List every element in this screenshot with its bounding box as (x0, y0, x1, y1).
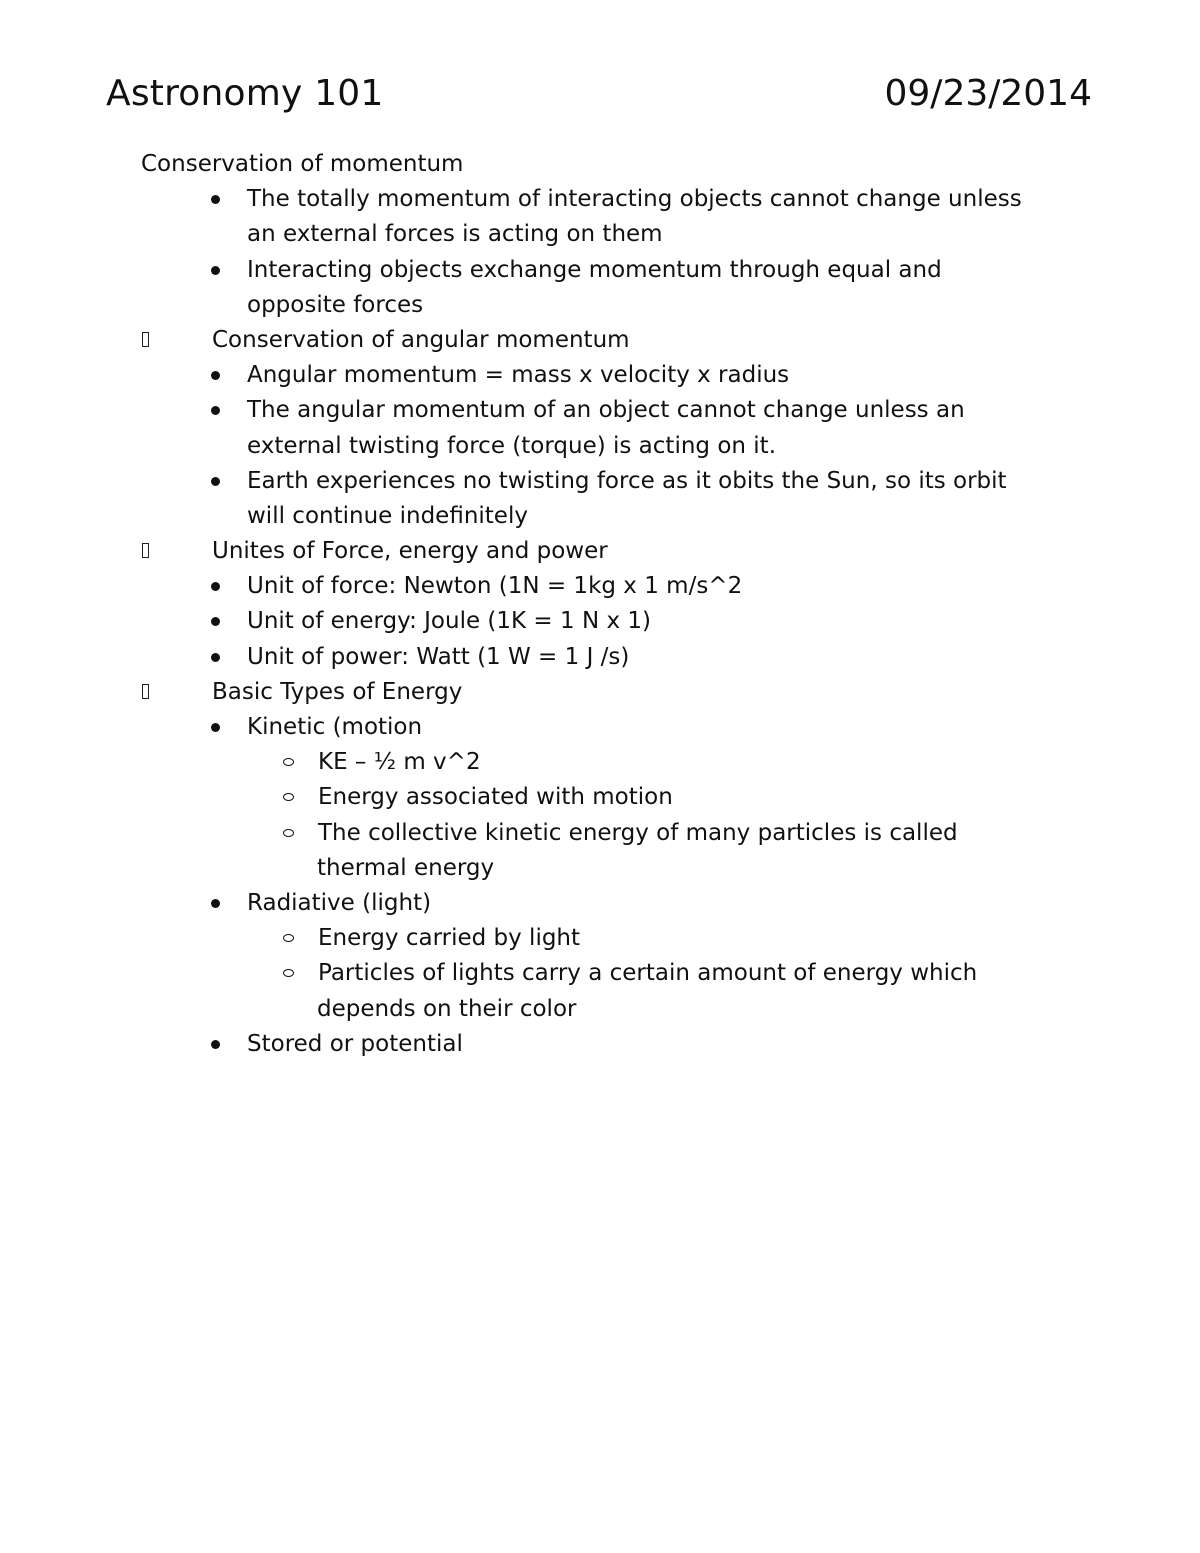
outline-line (0, 1027, 1200, 1062)
missing-glyph-box-icon (142, 543, 149, 558)
outline-line (0, 217, 1200, 252)
bullet-dot-icon (211, 195, 220, 204)
bullet-circle-icon (283, 969, 294, 977)
outline-text: Earth experiences no twisting force as it obits the Sun, so its orbit (247, 467, 1007, 494)
outline-text: Unit of power: Watt (1 W = 1 J /s) (247, 643, 630, 670)
outline-text: Kinetic (motion (247, 714, 423, 740)
outline-line (0, 710, 1200, 745)
outline-line (0, 851, 1200, 886)
missing-glyph-box-icon (142, 332, 149, 347)
outline-text: Basic Types of Energy (212, 678, 463, 705)
outline-text: thermal energy (317, 854, 495, 881)
outline-line (0, 640, 1200, 675)
outline-text: The totally momentum of interacting objects cannot change unless (247, 186, 1022, 213)
outline-text: Unit of force: Newton (1N = 1kg x 1 m/s^2 (247, 573, 743, 600)
outline-text: an external forces is acting on them (247, 221, 663, 248)
outline-text: Energy associated with motion (318, 784, 673, 811)
bullet-dot-icon (211, 1040, 220, 1049)
outline-line (0, 956, 1200, 991)
outline-line (0, 886, 1200, 921)
outline-line (0, 992, 1200, 1027)
outline-text: KE – ½ m v^2 (318, 749, 481, 776)
missing-glyph-box-icon (142, 684, 149, 699)
outline-text: Angular momentum = mass x velocity x radius (247, 362, 790, 389)
outline-line (0, 816, 1200, 851)
bullet-dot-icon (211, 582, 220, 591)
bullet-circle-icon (283, 793, 294, 801)
bullet-dot-icon (211, 899, 220, 908)
outline-line (0, 147, 1200, 182)
outline-text: Unit of energy: Joule (1K = 1 N x 1) (247, 608, 651, 635)
outline-line (0, 604, 1200, 639)
bullet-dot-icon (211, 477, 220, 486)
outline-line (0, 921, 1200, 956)
outline-text: Conservation of momentum (141, 151, 464, 177)
outline-line (0, 323, 1200, 358)
outline-line (0, 464, 1200, 499)
bullet-dot-icon (211, 266, 220, 275)
outline-line (0, 534, 1200, 569)
document-date: 09/23/2014 (884, 73, 1092, 114)
bullet-dot-icon (211, 371, 220, 380)
outline-line (0, 182, 1200, 217)
outline-text: Conservation of angular momentum (212, 326, 630, 353)
bullet-circle-icon (283, 758, 294, 766)
bullet-dot-icon (211, 653, 220, 662)
notes-outline (0, 147, 1200, 1062)
outline-text: The angular momentum of an object cannot change unless an (247, 397, 965, 424)
document-title: Astronomy 101 (106, 73, 384, 114)
bullet-dot-icon (211, 723, 220, 732)
outline-text: Stored or potential (247, 1030, 463, 1057)
outline-line (0, 569, 1200, 604)
outline-text: The collective kinetic energy of many particles is called (318, 819, 958, 846)
outline-line (0, 675, 1200, 710)
outline-text: will continue indefinitely (247, 502, 528, 529)
outline-line (0, 429, 1200, 464)
bullet-circle-icon (283, 934, 294, 942)
outline-text: Particles of lights carry a certain amount of energy which (318, 960, 978, 987)
bullet-circle-icon (283, 829, 294, 837)
outline-line (0, 780, 1200, 815)
outline-line (0, 358, 1200, 393)
bullet-dot-icon (211, 617, 220, 626)
outline-text: depends on their color (317, 995, 577, 1022)
outline-text: opposite forces (247, 291, 424, 318)
outline-text: Energy carried by light (318, 925, 581, 952)
outline-text: Interacting objects exchange momentum through equal and (247, 256, 942, 283)
outline-line (0, 288, 1200, 323)
bullet-dot-icon (211, 406, 220, 415)
outline-line (0, 253, 1200, 288)
outline-line (0, 499, 1200, 534)
outline-text: Unites of Force, energy and power (212, 538, 608, 565)
outline-line (0, 745, 1200, 780)
outline-text: external twisting force (torque) is acting on it. (247, 432, 776, 459)
outline-text: Radiative (light) (247, 889, 432, 916)
outline-line (0, 393, 1200, 428)
